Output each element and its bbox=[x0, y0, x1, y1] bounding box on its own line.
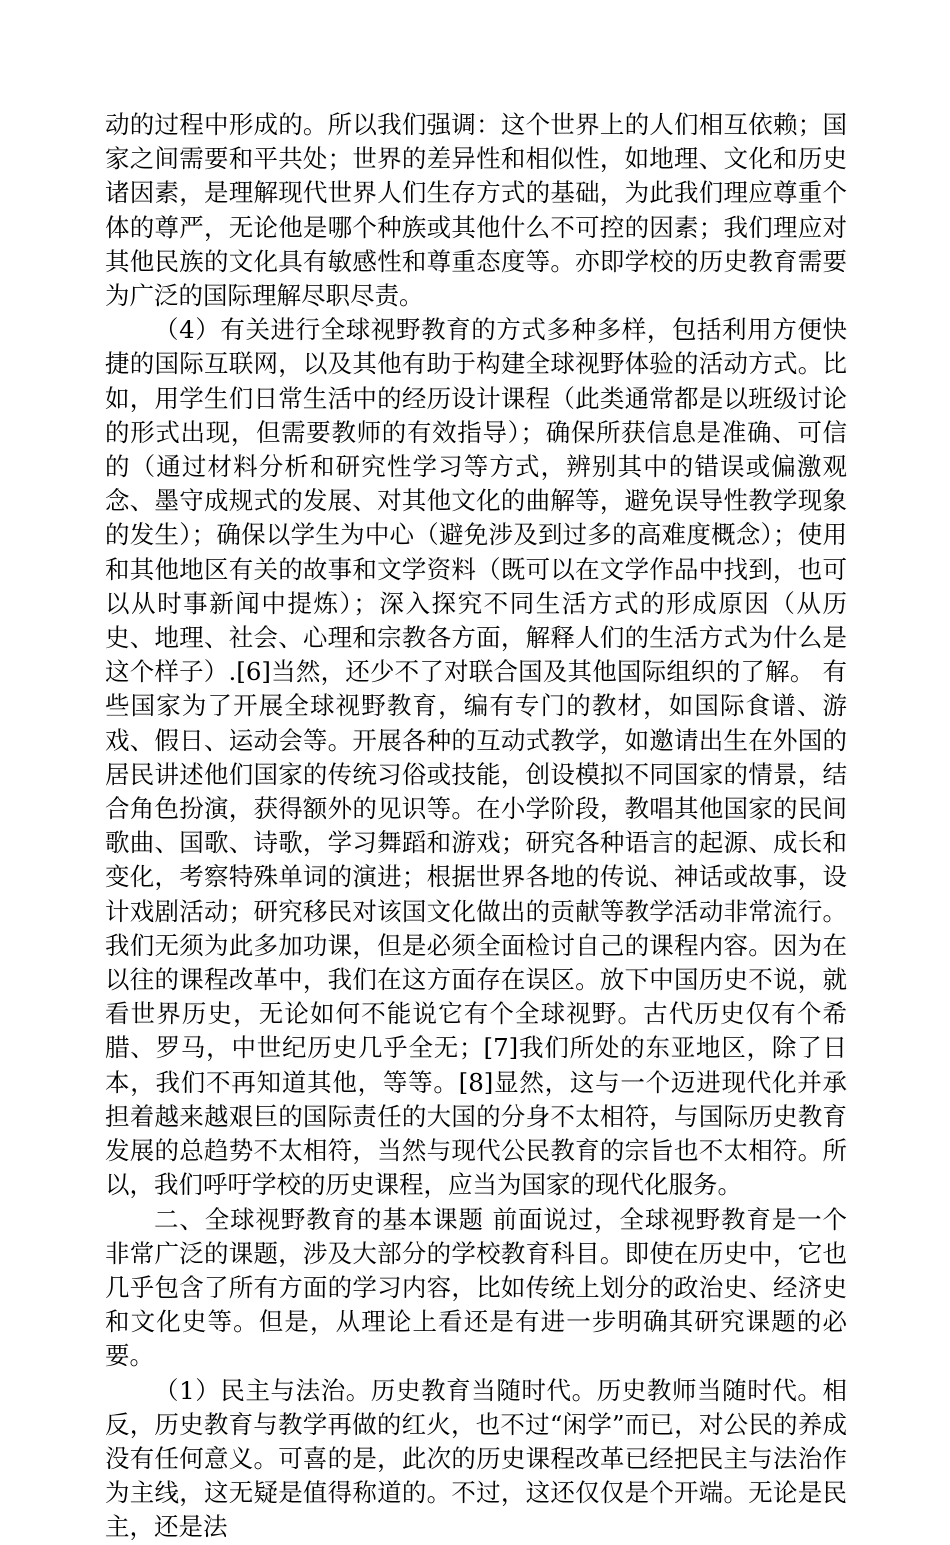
document-page bbox=[105, 108, 847, 1545]
paragraph-1: 动的过程中形成的。所以我们强调：这个世界上的人们相互依赖；国家之间需要和平共处；世界的差异性和相似性，如地理、文化和历史诸因素，是理解现代世界人们生存方式的基础，为此我们理应尊重个体的尊严，无论他是哪个种族或其他什么不可控的因素；我们理应对其他民族的文化具有敏感性和尊重态度等。亦即学校的历史教育需要为广泛的国际理解尽职尽责。 bbox=[105, 110, 847, 311]
paragraph-4: （1）民主与法治。历史教育当随时代。历史教师当随时代。相反，历史教育与教学再做的红火，也不过“闲学”而已，对公民的养成没有任何意义。可喜的是，此次的历史课程改革已经把民主与法治作为主线，这无疑是值得称道的。不过，这还仅仅是个开端。无论是民主，还是法 bbox=[105, 1375, 847, 1542]
paragraph-2: （4）有关进行全球视野教育的方式多种多样，包括利用方便快捷的国际互联网，以及其他有助于构建全球视野体验的活动方式。比如，用学生们日常生活中的经历设计课程（此类通常都是以班级讨论的形式出现，但需要教师的有效指导）；确保所获信息是准确、可信的（通过材料分析和研究性学习等方式，辨别其中的错误或偏激观念、墨守成规式的发展、对其他文化的曲解等，避免误导性教学现象的发生）；确保以学生为中心（避免涉及到过多的高难度概念）；使用和其他地区有关的故事和文学资料（既可以在文学作品中找到，也可以从时事新闻中提炼）；深入探究不同生活方式的形成原因（从历史、地理、社会、心理和宗教各方面，解释人们的生活方式为什么是这个样子）.[6]当然，还少不了对联合国及其他国际组织的了解。 有些国家为了开展全球视野教育，编有专门的教材，如国际食谱、游戏、假日、运动会等。开展各种的互动式教学，如邀请出生在外国的居民讲述他们国家的传统习俗或技能，创设模拟不同国家的情景，结合角色扮演，获得额外的见识等。在小学阶段，教唱其他国家的民间歌曲、国歌、诗歌，学习舞蹈和游戏；研究各种语言的起源、成长和变化，考察特殊单词的演进；根据世界各地的传说、神话或故事，设计戏剧活动；研究移民对该国文化做出的贡献等教学活动非常流行。 我们无须为此多加功课，但是必须全面检讨自己的课程内容。因为在以往的课程改革中，我们在这方面存在误区。放下中国历史不说，就看世界历史，无论如何不能说它有个全球视野。古代历史仅有个希腊、罗马，中世纪历史几乎全无；[7]我们所处的东亚地区，除了日本，我们不再知道其他，等等。[8]显然，这与一个迈进现代化并承担着越来越艰巨的国际责任的大国的分身不太相符，与国际历史教育发展的总趋势不太相符，当然与现代公民教育的宗旨也不太相符。所以，我们呼吁学校的历史课程，应当为国家的现代化服务。 bbox=[105, 315, 847, 1200]
paragraph-3: 二、全球视野教育的基本课题 前面说过，全球视野教育是一个非常广泛的课题，涉及大部分的学校教育科目。即使在历史中，它也几乎包含了所有方面的学习内容，比如传统上划分的政治史、经济史和文化史等。但是，从理论上看还是有进一步明确其研究课题的必要。 bbox=[105, 1204, 847, 1371]
